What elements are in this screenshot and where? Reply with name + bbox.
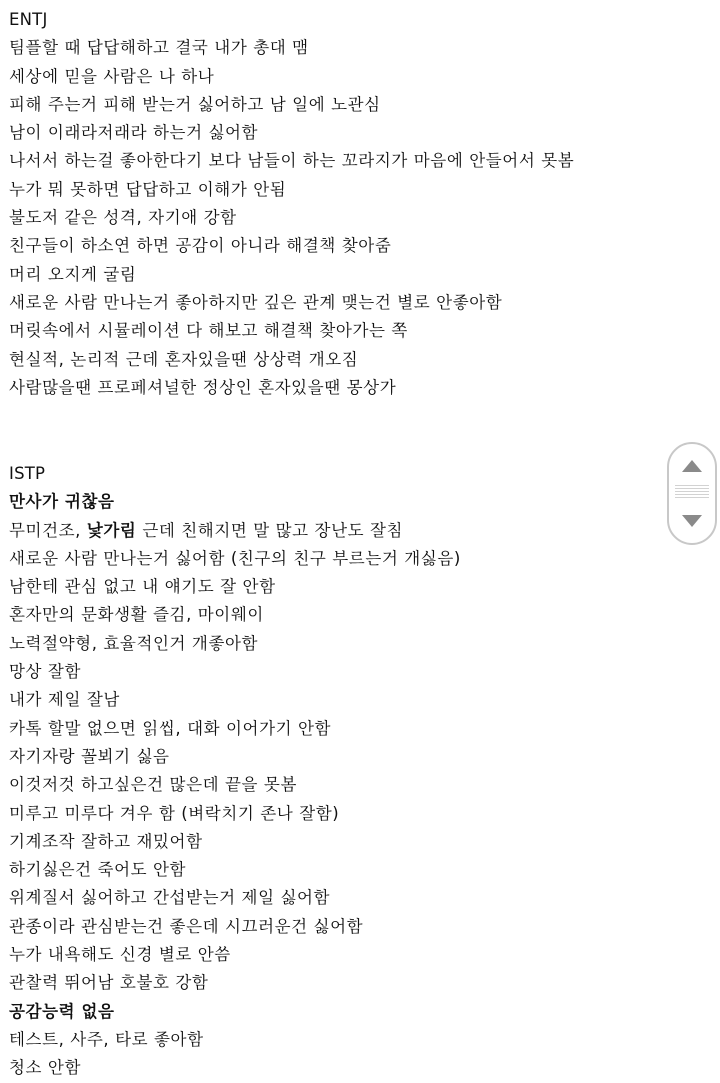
istp-text: 무미건조, [9, 520, 87, 540]
istp-line: 청소 안함 [9, 1058, 82, 1078]
istp-line: 노력절약형, 효율적인거 개좋아함 [9, 633, 259, 653]
entj-line: 세상에 믿을 사람은 나 하나 [9, 66, 215, 86]
istp-line: 관종이라 관심받는건 좋은데 시끄러운건 싫어함 [9, 916, 364, 936]
istp-line: 망상 잘함 [9, 662, 82, 682]
entj-line: 현실적, 논리적 근데 혼자있을땐 상상력 개오짐 [9, 349, 359, 369]
entj-line: 새로운 사람 만나는거 좋아하지만 깊은 관계 맺는건 별로 안좋아함 [9, 292, 503, 312]
entj-line: 피해 주는거 피해 받는거 싫어하고 남 일에 노관심 [9, 94, 381, 114]
istp-line: 관찰력 뛰어남 호불호 강함 [9, 973, 209, 993]
entj-line: 나서서 하는걸 좋아한다기 보다 남들이 하는 꼬라지가 마음에 안들어서 못봄 [9, 151, 575, 171]
istp-line: 카톡 할말 없으면 읽씹, 대화 이어가기 안함 [9, 718, 332, 738]
istp-text-bold: 낯가림 [86, 520, 137, 540]
istp-line: 위계질서 싫어하고 간섭받는거 제일 싫어함 [9, 888, 331, 908]
scroll-grip[interactable] [675, 485, 709, 501]
entj-line: 누가 뭐 못하면 답답하고 이해가 안됨 [9, 179, 287, 199]
entj-line: 친구들이 하소연 하면 공감이 아니라 해결책 찾아줌 [9, 236, 392, 256]
istp-line: 기계조작 잘하고 재밌어함 [9, 831, 203, 851]
triangle-down-icon [681, 514, 703, 528]
istp-line: 새로운 사람 만나는거 싫어함 (친구의 친구 부르는거 개싫음) [9, 548, 461, 568]
entj-line: 머릿속에서 시뮬레이션 다 해보고 해결책 찾아가는 쪽 [9, 321, 408, 341]
entj-line: 사람많을땐 프로페셔널한 정상인 혼자있을땐 몽상가 [9, 377, 397, 397]
istp-line: 하기싫은건 죽어도 안함 [9, 860, 187, 880]
istp-line: 내가 제일 잘남 [9, 690, 120, 710]
entj-section [9, 6, 659, 402]
entj-line: 불도저 같은 성격, 자기애 강함 [9, 208, 237, 228]
istp-title: ISTP [9, 464, 46, 483]
istp-line: 혼자만의 문화생활 즐김, 마이웨이 [9, 605, 264, 625]
scroll-widget [667, 442, 717, 545]
istp-text: 근데 친해지면 말 많고 장난도 잘침 [136, 520, 404, 540]
scroll-up-button[interactable] [669, 448, 715, 484]
istp-line: 이것저것 하고싶은건 많은데 끝을 못봄 [9, 775, 298, 795]
entj-line: 팀플할 때 답답해하고 결국 내가 총대 맴 [9, 38, 309, 58]
istp-line: 미루고 미루다 겨우 함 (벼락치기 존나 잘함) [9, 803, 340, 823]
scroll-down-button[interactable] [669, 503, 715, 539]
entj-line: 남이 이래라저래라 하는거 싫어함 [9, 123, 259, 143]
istp-section [9, 460, 659, 1083]
istp-line: 남한테 관심 없고 내 얘기도 잘 안함 [9, 577, 276, 597]
istp-line: 자기자랑 꼴뵈기 싫음 [9, 746, 170, 766]
triangle-up-icon [681, 459, 703, 473]
entj-title: ENTJ [9, 10, 48, 29]
istp-line: 누가 내욕해도 신경 별로 안씀 [9, 945, 231, 965]
istp-line: 테스트, 사주, 타로 좋아함 [9, 1029, 204, 1049]
istp-line-bold: 공감능력 없음 [9, 1001, 115, 1021]
istp-line [9, 517, 659, 545]
entj-line: 머리 오지게 굴림 [9, 264, 137, 284]
istp-line-bold: 만사가 귀찮음 [9, 492, 115, 512]
